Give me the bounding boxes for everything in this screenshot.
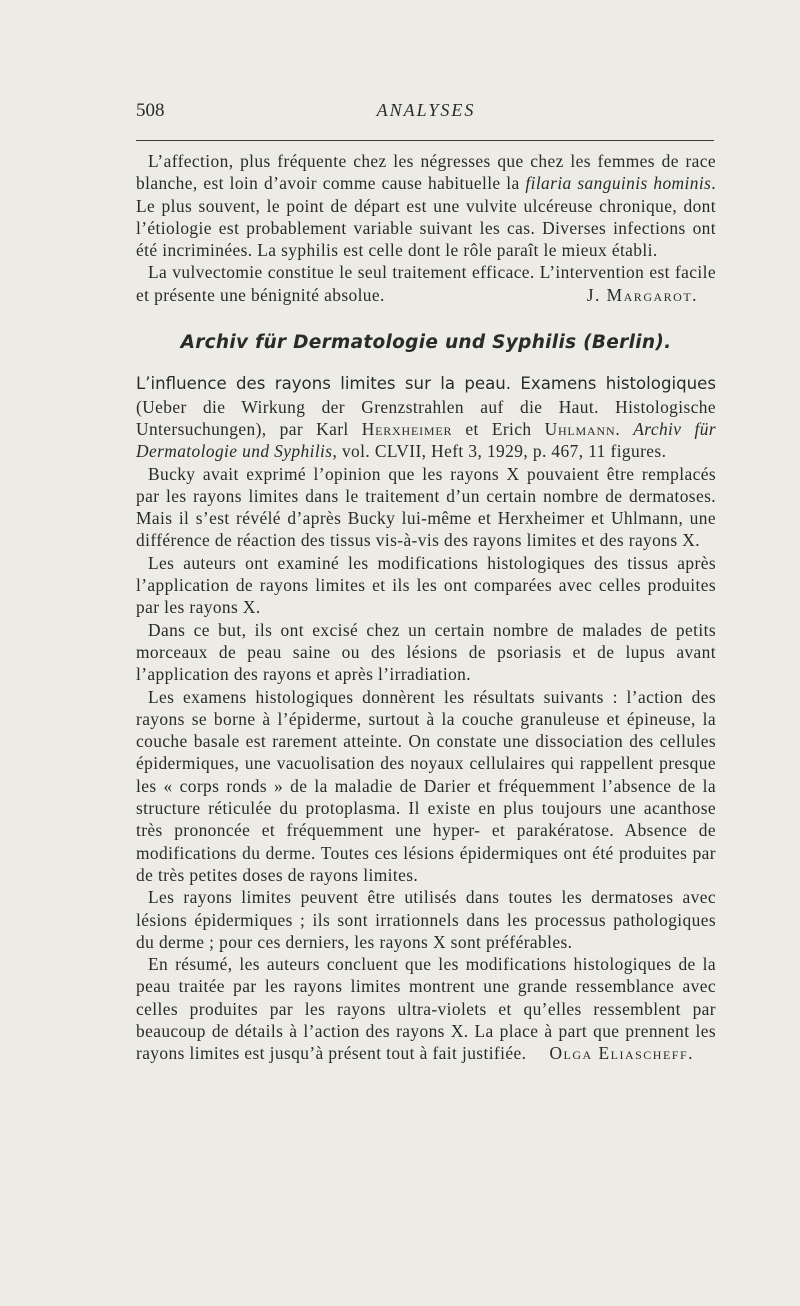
author-name: Uhlmann [544,418,616,439]
signature-eliascheff: Olga Eliascheff. [549,1043,694,1064]
text-run: (Ueber die Wirkung der Grenzstrahlen auf die Haut. Histologische Untersuchungen), par Karl [136,396,716,439]
author-name: Herxheimer [361,418,453,439]
signature-margarot: J. Margarot. [586,284,698,305]
header-rule [136,140,714,141]
text-run: . [615,418,634,439]
article-heading [136,372,716,462]
article-title: L’influence des rayons limites sur la peau. Examens histologiques [136,374,716,394]
page-header [136,100,716,128]
running-title: ANALYSES [376,100,476,120]
journal-citation: Archiv für Dermatologie und Syphilis [136,418,716,462]
page-number: 508 [136,100,165,121]
paragraph-summary [136,953,716,1064]
paragraph-affection [136,150,716,261]
body-text [136,150,716,1065]
paragraph: Bucky avait exprimé l’opinion que les rayons X pouvaient être remplacés par les rayons limites dans le traitement d’un certain nombre de dermatoses. Mais il s’est révélé d’après Bucky lui-même et Herxheimer et Uhlmann, une différence de réaction des tissus vis-à-vis des rayons limites et des rayons X. [136,463,716,551]
paragraph: Les auteurs ont examiné les modifications histologiques des tissus après l’application de rayons limites et ils les ont comparées avec celles produites par les rayons X. [136,552,716,618]
italic-term: filaria sanguinis hominis [525,173,712,194]
paragraph: Les rayons limites peuvent être utilisés dans toutes les dermatoses avec lésions épidermiques ; ils sont irrationnels dans les processus pathologiques du derme ; pour ces derniers, les rayons X sont préférables. [136,887,716,952]
paragraph: Dans ce but, ils ont excisé chez un certain nombre de malades de petits morceaux de peau saine ou des lésions de psoriasis et de lupus avant l’application des rayons et après l’irradiation. [136,619,716,685]
text-run: et Erich [452,418,545,439]
text-run: La vulvectomie constitue le seul traitement efficace. L’intervention est facile et présente une bénignité absolue. [136,262,716,305]
text-run: L’affection, plus fréquente chez les négresses que chez les femmes de race blanche, est loin d’avoir comme cause habituelle la [136,151,716,194]
journal-heading: Archiv für Dermatologie und Syphilis (Berlin). [180,332,672,354]
text-run: , vol. CLVII, Heft 3, 1929, p. 467, 11 figures. [332,441,667,462]
text-run: . Le plus souvent, le point de départ est une vulvite ulcéreuse chronique, dont l’étiologie est probablement variable suivant les cas. Diverses infections ont été incriminées. La syphilis est celle dont le rôle paraît le mieux établi. [136,173,716,261]
text-run: En résumé, les auteurs concluent que les modifications histologiques de la peau traitée par les rayons limites montrent une grande ressemblance avec celles produites par les rayons ultra-violets et qu’elles ressemblent par beaucoup de détails à l’action des rayons X. La place à part que prennent les rayons limites est jusqu’à présent tout à fait justifiée. [136,954,716,1064]
paragraph-vulvectomie [136,261,716,306]
paragraph: Les examens histologiques donnèrent les résultats suivants : l’action des rayons se borne à l’épiderme, surtout à la couche granuleuse et épineuse, la couche basale est rarement atteinte. On constate une dissociation des cellules épidermiques, une vacuolisation des noyaux cellulaires qui rappellent presque les « corps ronds » de la maladie de Darier et fréquemment l’absence de la structure réticulée du protoplasma. Il existe en plus toujours une acanthose très prononcée et fréquemment une hyper- et parakératose. Absence de modifications du derme. Toutes ces lésions épidermiques ont été produites par de très petites doses de rayons limites. [136,686,716,885]
